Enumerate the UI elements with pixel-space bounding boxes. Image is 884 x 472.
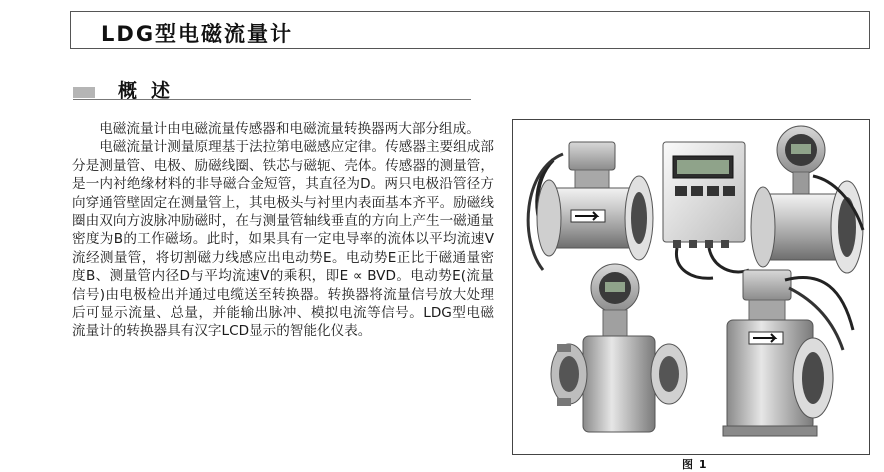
flowmeter-5 (723, 270, 853, 436)
flowmeter-photo (513, 120, 869, 454)
flowmeter-3 (751, 126, 863, 273)
figure-caption: 图 1 (682, 458, 708, 471)
paragraph-2: 电磁流量计测量原理基于法拉第电磁感应定律。传感器主要组成部分是测量管、电极、励磁线圈、铁芯与磁轭、壳体。传感器的测量管，是一内衬绝缘材料的非导磁合金短管，其直径为D。两只电极沿管径方向穿通管壁固定在测量管上，其电极头与衬里内表面基本齐平。励磁线圈由双向方波脉冲励磁时，在与测量管轴线垂直的方向上产生一磁通量密度为B的工作磁场。此时，如果具有一定电导率的流体以平均流速V流经测量管，将切割磁力线感应出电动势E。电动势E正比于磁通量密度B、测量管内径D与平均流速V的乘积，即E ∝ BVD。电动势E(流量信号)由电极检出并通过电缆送至转换器。转换器将流量信号放大处理后可显示流量、总量，并能输出脉冲、模拟电流等信号。LDG型电磁流量计的转换器具有汉字LCD显示的智能化仪表。 (72, 139, 494, 340)
section-divider (73, 99, 471, 100)
product-figure (512, 119, 870, 455)
flowmeter-1 (528, 142, 653, 270)
section-marker (73, 87, 95, 98)
flowmeter-4 (551, 264, 687, 432)
page-title: LDG型电磁流量计 (101, 22, 294, 46)
section-title: 概述 (118, 80, 185, 102)
title-box (70, 11, 870, 49)
converter-box (663, 142, 749, 278)
paragraph-1: 电磁流量计由电磁流量传感器和电磁流量转换器两大部分组成。 (99, 121, 480, 137)
body-text (72, 120, 494, 341)
